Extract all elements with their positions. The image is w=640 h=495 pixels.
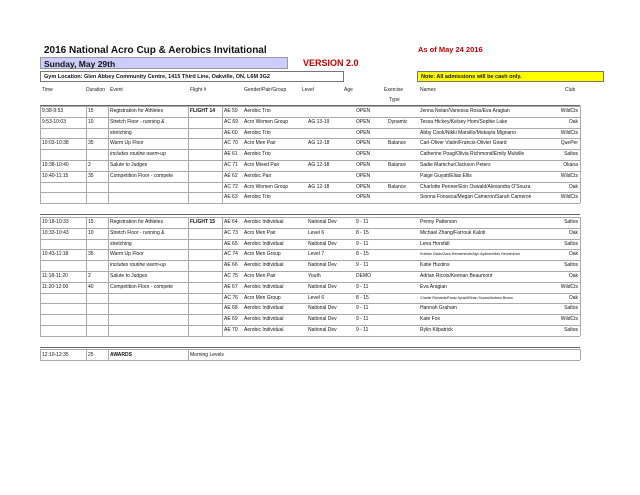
awards-label: AWARDS: [110, 352, 132, 358]
entry-age: OPEN: [356, 129, 371, 136]
entry-club: Oak: [568, 183, 578, 190]
as-of-date: As of May 24 2016: [418, 45, 483, 54]
entry-gender: Aerobic Individual: [244, 283, 284, 290]
row-divider: [40, 203, 580, 204]
entry-age: 9 - 11: [356, 219, 369, 225]
entry-exercise-type: Balance: [388, 140, 407, 147]
column-divider: [86, 349, 87, 360]
entry-level: National Dev: [308, 262, 337, 269]
event-name: Stretch Floor - running &: [110, 118, 165, 125]
event-time: 9:38-9:53: [42, 108, 64, 114]
entry-club: Okana: [563, 162, 578, 168]
event-name: Stretch Floor - running &: [110, 229, 165, 236]
entry-code: AC 72: [224, 183, 238, 190]
entry-gender: Acro Women Group: [244, 183, 289, 190]
entry-age: 9 - 11: [356, 316, 369, 323]
entry-code: AE 68: [224, 305, 238, 312]
entry-names: Penny Patterson: [420, 219, 457, 225]
event-name: Warm Up Floor: [110, 251, 144, 258]
event-name: Competition Floor - compete: [110, 283, 174, 290]
entry-club: Oak: [568, 229, 578, 236]
entry-code: AE 63: [224, 194, 238, 201]
entry-age: OPEN: [356, 108, 371, 114]
entry-names: Abby Cook/Nikki Marsillo/Mekayla Mignano: [420, 129, 516, 136]
column-divider: [108, 106, 109, 203]
entry-gender: Acro Men Group: [244, 251, 281, 258]
entry-age: 9 - 11: [356, 262, 369, 269]
column-divider: [580, 217, 581, 336]
entry-club: Saltos: [564, 219, 578, 225]
event-name: stretching: [110, 129, 132, 136]
entry-gender: Acro Mixed Pair: [244, 162, 280, 168]
event-name: Registration for Athletes: [110, 108, 164, 114]
column-divider: [188, 106, 189, 203]
entry-code: AE 69: [224, 316, 238, 323]
col-event: Event: [110, 87, 123, 93]
entry-club: Saltos: [564, 327, 578, 333]
column-divider: [108, 217, 109, 336]
entry-age: 9 - 11: [356, 283, 369, 290]
event-time: 10:40-11:15: [42, 172, 69, 179]
entry-level: National Dev: [308, 219, 337, 225]
entry-level: AG 12-18: [308, 162, 330, 168]
event-duration: 35: [88, 172, 94, 179]
entry-age: 9 - 11: [356, 327, 369, 333]
event-duration: 10: [88, 229, 94, 236]
entry-code: AE 62: [224, 172, 238, 179]
entry-age: 8 - 15: [356, 229, 369, 236]
entry-code: AE 61: [224, 151, 238, 158]
entry-code: AC 73: [224, 229, 238, 236]
entry-club: WildCts: [560, 172, 578, 179]
entry-names: Adrian Ricois/Keenan Beaumont: [420, 273, 493, 279]
entry-club: Saltos: [564, 240, 578, 247]
entry-code: AC 70: [224, 140, 238, 147]
entry-level: Level 6: [308, 229, 325, 236]
entry-gender: Acro Men Pair: [244, 273, 276, 279]
col-duration: Duration: [86, 87, 105, 93]
entry-gender: Aerobic Trio: [244, 108, 271, 114]
entry-club: Oak: [568, 273, 578, 279]
col-names: Names: [420, 87, 436, 93]
entry-level: AG 12-18: [308, 183, 330, 190]
entry-code: AE 60: [224, 129, 238, 136]
entry-club: WildCts: [560, 129, 578, 136]
gym-location: Gym Location: Glen Abbey Community Centre, 1415 Third Line, Oakville, ON, L6M 3G2: [40, 71, 344, 82]
entry-names: Rylin Kilpatrick: [420, 327, 453, 333]
entry-names: Michael Zhang/Farrouk Kaloti: [420, 229, 486, 236]
entry-level: AG 12-18: [308, 140, 330, 147]
entry-names: Eva Aragian: [420, 283, 447, 290]
entry-code: AE 59: [224, 108, 238, 114]
entry-level: National Dev: [308, 283, 337, 290]
entry-age: DEMO: [356, 273, 371, 279]
column-divider: [86, 106, 87, 203]
col-level: Level: [302, 87, 314, 93]
entry-level: National Dev: [308, 240, 337, 247]
entry-code: AE 67: [224, 283, 238, 290]
event-name: Competition Floor - compete: [110, 172, 174, 179]
row-divider: [40, 349, 580, 350]
entry-club: Saltos: [564, 305, 578, 312]
column-divider: [108, 349, 109, 360]
entry-gender: Aerobic Individual: [244, 327, 284, 333]
entry-code: AC 75: [224, 273, 238, 279]
entry-age: 9 - 11: [356, 240, 369, 247]
column-divider: [86, 217, 87, 336]
event-time: 11:20-12:00: [42, 283, 69, 290]
entry-code: AE 65: [224, 240, 238, 247]
event-duration: 35: [88, 140, 94, 147]
entry-exercise-type: Balance: [388, 162, 407, 168]
column-divider: [222, 217, 223, 336]
entry-names: Catherine Poag/Olivia Richmond/Emily Mulville: [420, 151, 525, 158]
awards-time: 12:10-12:35: [42, 352, 69, 358]
event-name: includes routine warm-up: [110, 151, 166, 158]
entry-gender: Acro Men Group: [244, 294, 281, 301]
entry-code: AC 74: [224, 251, 238, 258]
entry-code: AC 76: [224, 294, 238, 301]
entry-names: Jenna Nolan/Vanessa Ross/Eva Aragian: [420, 108, 510, 114]
entry-gender: Aerobic Individual: [244, 240, 284, 247]
col-exercise-type: Type: [389, 97, 400, 103]
column-divider: [222, 106, 223, 203]
row-divider: [40, 360, 580, 361]
awards-duration: 25: [88, 352, 94, 358]
entry-gender: Aerobic Pair: [244, 172, 272, 179]
entry-gender: Acro Men Pair: [244, 140, 276, 147]
column-divider: [40, 217, 41, 336]
entry-club: WildCts: [560, 194, 578, 201]
awards-note: Morning Levels: [190, 352, 224, 358]
entry-age: OPEN: [356, 140, 371, 147]
entry-names: Kate Fox: [420, 316, 441, 323]
entry-club: Oak: [568, 118, 578, 125]
event-name: stretching: [110, 240, 132, 247]
entry-code: AC 69: [224, 118, 238, 125]
entry-names: Tessa Hickey/Kelsey Horn/Sophie Lake: [420, 118, 508, 125]
date-banner: Sunday, May 29th: [40, 57, 288, 69]
event-time: 10:43-11:18: [42, 251, 69, 258]
entry-gender: Aerobic Trio: [244, 194, 271, 201]
event-name: Registration for Athletes: [110, 219, 164, 225]
entry-names: Charlie Richards/Faraz Aynsil/Ethan Sousa/Andrew Brown: [420, 295, 514, 300]
event-time: 11:18-11:20: [42, 273, 68, 279]
entry-code: AE 66: [224, 262, 238, 269]
event-name: Warm Up Floor: [110, 140, 144, 147]
entry-names: Charlotte Penner/Erin Oswald/Alexandra O'Souza: [420, 183, 531, 190]
event-duration: 10: [88, 118, 94, 125]
entry-level: National Dev: [308, 327, 337, 333]
entry-age: OPEN: [356, 162, 371, 168]
entry-gender: Aerobic Individual: [244, 262, 284, 269]
entry-age: OPEN: [356, 172, 371, 179]
entry-club: WildCts: [560, 108, 578, 114]
flight-number: FLIGHT 15: [190, 219, 216, 225]
entry-gender: Aerobic Trio: [244, 129, 271, 136]
entry-club: Saltos: [564, 262, 578, 269]
entry-exercise-type: Balance: [388, 183, 407, 190]
section-divider: [40, 214, 580, 215]
column-divider: [188, 349, 189, 360]
admission-note: Note: All admissions will be cash only.: [417, 71, 604, 82]
entry-level: AG 13-19: [308, 118, 330, 125]
page-title: 2016 National Acro Cup & Aerobics Invitational: [44, 45, 267, 56]
entry-names: Paige Guyatt/Elias Ellis: [420, 172, 472, 179]
column-divider: [580, 349, 581, 360]
event-name: Salute to Judges: [110, 273, 148, 279]
row-divider: [40, 336, 580, 337]
entry-code: AE 64: [224, 219, 238, 225]
event-name: Salute to Judges: [110, 162, 148, 168]
flight-number: FLIGHT 14: [190, 108, 216, 114]
entry-gender: Acro Women Group: [244, 118, 289, 125]
event-time: 10:33-10:43: [42, 229, 69, 236]
event-duration: 2: [88, 162, 91, 168]
event-time: 10:03-10:38: [42, 140, 69, 147]
event-duration: 2: [88, 273, 91, 279]
entry-age: OPEN: [356, 183, 371, 190]
col-flight: Flight #: [190, 87, 207, 93]
event-duration: 35: [88, 251, 94, 258]
col-time: Time: [42, 87, 53, 93]
event-duration: 15: [88, 219, 94, 225]
entry-level: National Dev: [308, 316, 337, 323]
entry-names: Sadie Mamchur/Jackson Peters: [420, 162, 491, 168]
entry-names: Hannah Graham: [420, 305, 457, 312]
entry-gender: Aerobic Trio: [244, 151, 271, 158]
entry-code: AE 70: [224, 327, 238, 333]
entry-names: Sionna Fonseca/Megan Cameron/Sarah Cameron: [420, 194, 532, 201]
entry-level: Level 6: [308, 294, 325, 301]
event-duration: 15: [88, 108, 94, 114]
entry-level: Level 7: [308, 251, 325, 258]
entry-age: 8 - 15: [356, 294, 369, 301]
entry-club: Oak: [568, 251, 578, 258]
col-gender: Gender/Pair/Group: [244, 87, 287, 93]
col-club: Club: [565, 87, 576, 93]
entry-gender: Aerobic Individual: [244, 219, 284, 225]
entry-level: National Dev: [308, 305, 337, 312]
entry-club: WildCts: [560, 316, 578, 323]
entry-age: 9 - 11: [356, 305, 369, 312]
entry-age: OPEN: [356, 151, 371, 158]
col-age: Age: [344, 87, 353, 93]
event-time: 9:53-10:03: [42, 118, 66, 125]
column-divider: [40, 106, 41, 203]
event-name: includes routine warm-up: [110, 262, 166, 269]
entry-names: Katie Hustins: [420, 262, 450, 269]
column-divider: [188, 217, 189, 336]
entry-club: Saltos: [564, 151, 578, 158]
entry-exercise-type: Dynamic: [388, 118, 408, 125]
entry-gender: Aerobic Individual: [244, 316, 284, 323]
entry-age: OPEN: [356, 194, 371, 201]
entry-age: OPEN: [356, 118, 371, 125]
entry-level: Youth: [308, 273, 321, 279]
entry-code: AC 71: [224, 162, 238, 168]
event-time: 10:18-10:33: [42, 219, 69, 225]
event-time: 10:38-10:40: [42, 162, 69, 168]
entry-club: WildCts: [560, 283, 578, 290]
entry-club: QuePer: [560, 140, 578, 147]
col-exercise: Exercise: [384, 87, 404, 93]
entry-age: 8 - 15: [356, 251, 369, 258]
event-duration: 40: [88, 283, 94, 290]
version-label: VERSION 2.0: [303, 58, 359, 68]
section-divider: [40, 347, 580, 348]
entry-names: Lena Horsfall: [420, 240, 450, 247]
entry-club: Oak: [568, 294, 578, 301]
column-divider: [40, 349, 41, 360]
entry-gender: Acro Men Pair: [244, 229, 276, 236]
entry-names: Carl-Oliver Viatin/Francis-Olivier Girard: [420, 140, 507, 147]
entry-gender: Aerobic Individual: [244, 305, 284, 312]
column-divider: [580, 106, 581, 203]
entry-names: Kristian Davis/Zack Hendershott/Alyn Aydiner/Max Hendershot: [420, 252, 520, 257]
